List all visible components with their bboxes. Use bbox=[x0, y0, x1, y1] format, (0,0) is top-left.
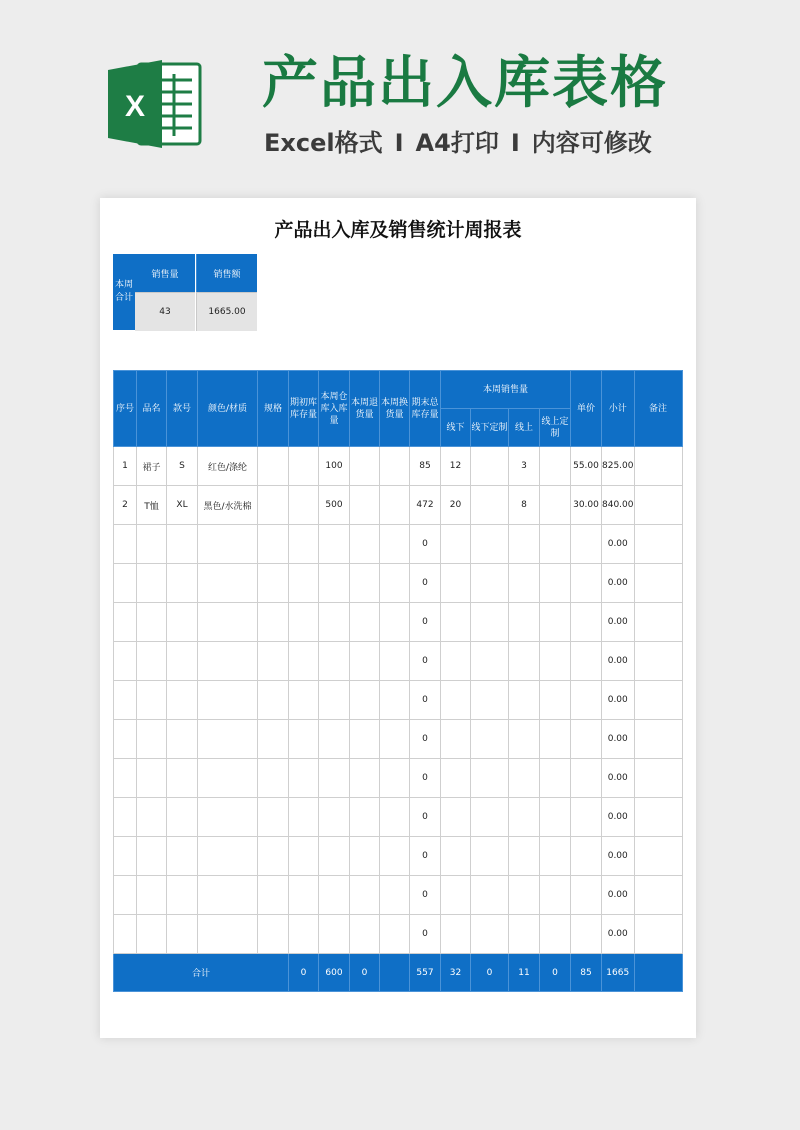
total-inbound[interactable]: 600 bbox=[319, 954, 350, 992]
cell-color[interactable] bbox=[198, 681, 258, 720]
cell-color[interactable] bbox=[198, 603, 258, 642]
cell-online-custom[interactable] bbox=[540, 447, 571, 486]
cell-name[interactable]: T恤 bbox=[137, 486, 167, 525]
total-note[interactable] bbox=[634, 954, 682, 992]
cell-note[interactable] bbox=[634, 837, 682, 876]
cell-subtotal[interactable]: 0.00 bbox=[602, 642, 635, 681]
cell-online-custom[interactable] bbox=[540, 876, 571, 915]
cell-offline[interactable] bbox=[441, 837, 471, 876]
col-header-price: 单价 bbox=[571, 371, 602, 447]
cell-name[interactable] bbox=[137, 603, 167, 642]
cell-name[interactable] bbox=[137, 525, 167, 564]
cell-offline[interactable] bbox=[441, 876, 471, 915]
col-header-note: 备注 bbox=[634, 371, 682, 447]
cell-returns[interactable] bbox=[350, 447, 380, 486]
cell-note[interactable] bbox=[634, 798, 682, 837]
subtitle-separator: I bbox=[510, 129, 520, 157]
cell-online-custom[interactable] bbox=[540, 603, 571, 642]
cell-model[interactable] bbox=[167, 564, 198, 603]
cell-spec[interactable] bbox=[258, 798, 289, 837]
cell-online[interactable] bbox=[509, 603, 540, 642]
cell-inbound[interactable] bbox=[319, 525, 350, 564]
cell-spec[interactable] bbox=[258, 447, 289, 486]
cell-closing[interactable]: 0 bbox=[410, 564, 441, 603]
cell-offline[interactable] bbox=[441, 798, 471, 837]
cell-subtotal[interactable]: 0.00 bbox=[602, 759, 635, 798]
cell-price[interactable] bbox=[571, 525, 602, 564]
total-price[interactable]: 85 bbox=[571, 954, 602, 992]
cell-color[interactable] bbox=[198, 525, 258, 564]
cell-closing[interactable]: 0 bbox=[410, 876, 441, 915]
cell-online[interactable] bbox=[509, 876, 540, 915]
cell-inbound[interactable] bbox=[319, 720, 350, 759]
table-row bbox=[114, 837, 683, 876]
total-label: 合计 bbox=[114, 954, 289, 992]
cell-model[interactable] bbox=[167, 642, 198, 681]
table-row bbox=[114, 642, 683, 681]
cell-note[interactable] bbox=[634, 720, 682, 759]
cell-subtotal[interactable]: 0.00 bbox=[602, 564, 635, 603]
cell-offline-custom[interactable] bbox=[471, 525, 509, 564]
cell-returns[interactable] bbox=[350, 486, 380, 525]
cell-returns[interactable] bbox=[350, 642, 380, 681]
cell-spec[interactable] bbox=[258, 681, 289, 720]
cell-price[interactable] bbox=[571, 915, 602, 954]
cell-seq[interactable] bbox=[114, 759, 137, 798]
cell-note[interactable] bbox=[634, 759, 682, 798]
cell-color[interactable] bbox=[198, 720, 258, 759]
cell-online-custom[interactable] bbox=[540, 681, 571, 720]
cell-opening[interactable] bbox=[289, 447, 319, 486]
cell-offline[interactable] bbox=[441, 681, 471, 720]
cell-returns[interactable] bbox=[350, 681, 380, 720]
cell-offline-custom[interactable] bbox=[471, 681, 509, 720]
col-header-offline: 线下 bbox=[441, 409, 471, 447]
cell-color[interactable] bbox=[198, 759, 258, 798]
cell-spec[interactable] bbox=[258, 759, 289, 798]
cell-offline[interactable] bbox=[441, 915, 471, 954]
cell-spec[interactable] bbox=[258, 603, 289, 642]
cell-offline-custom[interactable] bbox=[471, 642, 509, 681]
total-offline[interactable]: 32 bbox=[441, 954, 471, 992]
cell-seq[interactable] bbox=[114, 681, 137, 720]
cell-online-custom[interactable] bbox=[540, 798, 571, 837]
cell-spec[interactable] bbox=[258, 486, 289, 525]
cell-seq[interactable]: 1 bbox=[114, 447, 137, 486]
cell-offline[interactable] bbox=[441, 642, 471, 681]
cell-online[interactable]: 8 bbox=[509, 486, 540, 525]
cell-note[interactable] bbox=[634, 564, 682, 603]
col-header-sales-group: 本周销售量 bbox=[441, 371, 571, 409]
cell-returns[interactable] bbox=[350, 876, 380, 915]
table-row bbox=[114, 759, 683, 798]
cell-online-custom[interactable] bbox=[540, 525, 571, 564]
table-row bbox=[114, 876, 683, 915]
cell-model[interactable] bbox=[167, 603, 198, 642]
cell-seq[interactable] bbox=[114, 564, 137, 603]
cell-returns[interactable] bbox=[350, 759, 380, 798]
cell-opening[interactable] bbox=[289, 603, 319, 642]
cell-inbound[interactable] bbox=[319, 759, 350, 798]
cell-inbound[interactable] bbox=[319, 837, 350, 876]
cell-seq[interactable] bbox=[114, 915, 137, 954]
cell-online[interactable] bbox=[509, 642, 540, 681]
inventory-table bbox=[113, 370, 683, 992]
col-header-spec: 规格 bbox=[258, 371, 289, 447]
cell-exchange[interactable] bbox=[380, 681, 410, 720]
cell-exchange[interactable] bbox=[380, 759, 410, 798]
cell-closing[interactable]: 0 bbox=[410, 720, 441, 759]
col-header-closing: 期末总库存量 bbox=[410, 371, 441, 447]
cell-name[interactable] bbox=[137, 798, 167, 837]
cell-closing[interactable]: 0 bbox=[410, 603, 441, 642]
cell-closing[interactable]: 0 bbox=[410, 681, 441, 720]
cell-inbound[interactable] bbox=[319, 915, 350, 954]
cell-subtotal[interactable]: 0.00 bbox=[602, 798, 635, 837]
cell-model[interactable] bbox=[167, 798, 198, 837]
cell-offline-custom[interactable] bbox=[471, 798, 509, 837]
cell-model[interactable]: XL bbox=[167, 486, 198, 525]
cell-online[interactable] bbox=[509, 915, 540, 954]
cell-offline-custom[interactable] bbox=[471, 564, 509, 603]
cell-spec[interactable] bbox=[258, 915, 289, 954]
cell-price[interactable] bbox=[571, 720, 602, 759]
cell-offline[interactable] bbox=[441, 720, 471, 759]
cell-exchange[interactable] bbox=[380, 525, 410, 564]
cell-online[interactable] bbox=[509, 798, 540, 837]
cell-price[interactable] bbox=[571, 837, 602, 876]
cell-offline-custom[interactable] bbox=[471, 915, 509, 954]
cell-subtotal[interactable]: 0.00 bbox=[602, 525, 635, 564]
cell-returns[interactable] bbox=[350, 798, 380, 837]
cell-model[interactable] bbox=[167, 915, 198, 954]
cell-price[interactable]: 55.00 bbox=[571, 447, 602, 486]
cell-subtotal[interactable]: 0.00 bbox=[602, 915, 635, 954]
cell-subtotal[interactable]: 840.00 bbox=[602, 486, 635, 525]
cell-offline[interactable] bbox=[441, 603, 471, 642]
col-header-online: 线上 bbox=[509, 409, 540, 447]
cell-subtotal[interactable]: 0.00 bbox=[602, 837, 635, 876]
excel-letter: X bbox=[124, 90, 146, 123]
cell-model[interactable] bbox=[167, 720, 198, 759]
cell-offline-custom[interactable] bbox=[471, 759, 509, 798]
cell-opening[interactable] bbox=[289, 759, 319, 798]
cell-closing[interactable]: 0 bbox=[410, 525, 441, 564]
col-header-online-custom: 线上定制 bbox=[540, 409, 571, 447]
cell-note[interactable] bbox=[634, 915, 682, 954]
total-row bbox=[114, 954, 683, 992]
cell-inbound[interactable] bbox=[319, 564, 350, 603]
cell-online[interactable] bbox=[509, 759, 540, 798]
table-row bbox=[114, 915, 683, 954]
cell-color[interactable] bbox=[198, 915, 258, 954]
cell-online[interactable]: 3 bbox=[509, 447, 540, 486]
cell-closing[interactable]: 85 bbox=[410, 447, 441, 486]
total-returns[interactable]: 0 bbox=[350, 954, 380, 992]
cell-name[interactable] bbox=[137, 915, 167, 954]
table-row bbox=[114, 447, 683, 486]
cell-returns[interactable] bbox=[350, 915, 380, 954]
summary-value-sales-qty[interactable]: 43 bbox=[135, 292, 195, 331]
total-subtotal[interactable]: 1665 bbox=[602, 954, 635, 992]
cell-spec[interactable] bbox=[258, 525, 289, 564]
subtitle-format: Excel格式 bbox=[264, 129, 383, 157]
cell-color[interactable] bbox=[198, 642, 258, 681]
cell-subtotal[interactable]: 825.00 bbox=[602, 447, 635, 486]
cell-online-custom[interactable] bbox=[540, 759, 571, 798]
cell-name[interactable] bbox=[137, 642, 167, 681]
cell-model[interactable] bbox=[167, 876, 198, 915]
cell-inbound[interactable] bbox=[319, 798, 350, 837]
cell-exchange[interactable] bbox=[380, 564, 410, 603]
cell-returns[interactable] bbox=[350, 564, 380, 603]
cell-price[interactable] bbox=[571, 759, 602, 798]
cell-returns[interactable] bbox=[350, 720, 380, 759]
cell-note[interactable] bbox=[634, 876, 682, 915]
cell-opening[interactable] bbox=[289, 837, 319, 876]
total-opening[interactable]: 0 bbox=[289, 954, 319, 992]
cell-color[interactable] bbox=[198, 798, 258, 837]
subtitle-editable: 内容可修改 bbox=[531, 129, 652, 157]
cell-offline-custom[interactable] bbox=[471, 837, 509, 876]
cell-returns[interactable] bbox=[350, 525, 380, 564]
cell-inbound[interactable]: 100 bbox=[319, 447, 350, 486]
sheet-paper bbox=[100, 198, 696, 1038]
col-header-seq: 序号 bbox=[114, 371, 137, 447]
cell-opening[interactable] bbox=[289, 486, 319, 525]
total-online[interactable]: 11 bbox=[509, 954, 540, 992]
cell-note[interactable] bbox=[634, 681, 682, 720]
table-row bbox=[114, 798, 683, 837]
table-row bbox=[114, 603, 683, 642]
cell-returns[interactable] bbox=[350, 837, 380, 876]
cell-exchange[interactable] bbox=[380, 798, 410, 837]
cell-opening[interactable] bbox=[289, 876, 319, 915]
cell-online[interactable] bbox=[509, 564, 540, 603]
col-header-inbound: 本周仓库入库量 bbox=[319, 371, 350, 447]
col-header-color: 颜色/材质 bbox=[198, 371, 258, 447]
table-row bbox=[114, 720, 683, 759]
cell-exchange[interactable] bbox=[380, 876, 410, 915]
cell-seq[interactable] bbox=[114, 798, 137, 837]
cell-exchange[interactable] bbox=[380, 837, 410, 876]
cell-closing[interactable]: 0 bbox=[410, 837, 441, 876]
cell-subtotal[interactable]: 0.00 bbox=[602, 603, 635, 642]
cell-inbound[interactable] bbox=[319, 681, 350, 720]
cell-closing[interactable]: 0 bbox=[410, 759, 441, 798]
cell-seq[interactable] bbox=[114, 642, 137, 681]
cell-inbound[interactable] bbox=[319, 876, 350, 915]
cell-online[interactable] bbox=[509, 681, 540, 720]
cell-color[interactable] bbox=[198, 876, 258, 915]
cell-offline-custom[interactable] bbox=[471, 486, 509, 525]
cell-name[interactable] bbox=[137, 759, 167, 798]
cell-online-custom[interactable] bbox=[540, 564, 571, 603]
cell-opening[interactable] bbox=[289, 720, 319, 759]
subtitle-print: A4打印 bbox=[415, 129, 499, 157]
col-header-exchange: 本周换货量 bbox=[380, 371, 410, 447]
cell-seq[interactable] bbox=[114, 525, 137, 564]
cell-seq[interactable] bbox=[114, 720, 137, 759]
summary-value-sales-amount[interactable]: 1665.00 bbox=[196, 292, 257, 331]
cell-subtotal[interactable]: 0.00 bbox=[602, 681, 635, 720]
cell-exchange[interactable] bbox=[380, 915, 410, 954]
cell-exchange[interactable] bbox=[380, 642, 410, 681]
cell-name[interactable] bbox=[137, 681, 167, 720]
cell-model[interactable] bbox=[167, 525, 198, 564]
cell-name[interactable] bbox=[137, 564, 167, 603]
cell-color[interactable] bbox=[198, 837, 258, 876]
cell-seq[interactable]: 2 bbox=[114, 486, 137, 525]
cell-price[interactable] bbox=[571, 564, 602, 603]
cell-closing[interactable]: 0 bbox=[410, 915, 441, 954]
total-exchange[interactable] bbox=[380, 954, 410, 992]
cell-inbound[interactable] bbox=[319, 642, 350, 681]
cell-spec[interactable] bbox=[258, 720, 289, 759]
cell-note[interactable] bbox=[634, 642, 682, 681]
sheet-title: 产品出入库及销售统计周报表 bbox=[274, 219, 522, 241]
col-header-offline-custom: 线下定制 bbox=[471, 409, 509, 447]
cell-seq[interactable] bbox=[114, 603, 137, 642]
cell-model[interactable] bbox=[167, 837, 198, 876]
summary-header-sales-amount: 销售额 bbox=[196, 254, 257, 292]
table-row bbox=[114, 564, 683, 603]
table-row bbox=[114, 525, 683, 564]
cell-offline[interactable] bbox=[441, 759, 471, 798]
cell-subtotal[interactable]: 0.00 bbox=[602, 720, 635, 759]
cell-note[interactable] bbox=[634, 603, 682, 642]
cell-model[interactable] bbox=[167, 681, 198, 720]
table-header-row bbox=[114, 371, 683, 409]
excel-icon bbox=[104, 54, 204, 154]
cell-price[interactable] bbox=[571, 681, 602, 720]
cell-offline-custom[interactable] bbox=[471, 720, 509, 759]
page-title: 产品出入库表格 bbox=[262, 51, 668, 116]
col-header-subtotal: 小计 bbox=[602, 371, 635, 447]
cell-exchange[interactable] bbox=[380, 447, 410, 486]
total-offline-custom[interactable]: 0 bbox=[471, 954, 509, 992]
table-row bbox=[114, 486, 683, 525]
cell-price[interactable]: 30.00 bbox=[571, 486, 602, 525]
table-row bbox=[114, 681, 683, 720]
cell-inbound[interactable] bbox=[319, 603, 350, 642]
cell-online-custom[interactable] bbox=[540, 720, 571, 759]
cell-online-custom[interactable] bbox=[540, 915, 571, 954]
cell-offline-custom[interactable] bbox=[471, 603, 509, 642]
cell-online[interactable] bbox=[509, 525, 540, 564]
cell-color[interactable] bbox=[198, 564, 258, 603]
cell-online[interactable] bbox=[509, 837, 540, 876]
cell-subtotal[interactable]: 0.00 bbox=[602, 876, 635, 915]
cell-spec[interactable] bbox=[258, 642, 289, 681]
cell-offline-custom[interactable] bbox=[471, 876, 509, 915]
cell-closing[interactable]: 0 bbox=[410, 642, 441, 681]
cell-offline[interactable]: 20 bbox=[441, 486, 471, 525]
page-subtitle bbox=[264, 126, 684, 160]
col-header-opening: 期初库库存量 bbox=[289, 371, 319, 447]
cell-name[interactable] bbox=[137, 720, 167, 759]
cell-model[interactable] bbox=[167, 759, 198, 798]
cell-returns[interactable] bbox=[350, 603, 380, 642]
cell-opening[interactable] bbox=[289, 642, 319, 681]
cell-opening[interactable] bbox=[289, 915, 319, 954]
cell-offline-custom[interactable] bbox=[471, 447, 509, 486]
cell-exchange[interactable] bbox=[380, 603, 410, 642]
cell-color[interactable]: 红色/涤纶 bbox=[198, 447, 258, 486]
cell-note[interactable] bbox=[634, 525, 682, 564]
cell-spec[interactable] bbox=[258, 876, 289, 915]
cell-name[interactable]: 裙子 bbox=[137, 447, 167, 486]
summary-header-sales-qty: 销售量 bbox=[135, 254, 195, 292]
cell-opening[interactable] bbox=[289, 525, 319, 564]
total-online-custom[interactable]: 0 bbox=[540, 954, 571, 992]
cell-price[interactable] bbox=[571, 642, 602, 681]
summary-side-label: 本周合计 bbox=[113, 254, 135, 330]
cell-note[interactable] bbox=[634, 486, 682, 525]
col-header-name: 品名 bbox=[137, 371, 167, 447]
cell-online-custom[interactable] bbox=[540, 642, 571, 681]
cell-opening[interactable] bbox=[289, 564, 319, 603]
cell-closing[interactable]: 0 bbox=[410, 798, 441, 837]
cell-seq[interactable] bbox=[114, 876, 137, 915]
cell-exchange[interactable] bbox=[380, 486, 410, 525]
cell-spec[interactable] bbox=[258, 837, 289, 876]
cell-price[interactable] bbox=[571, 876, 602, 915]
col-header-model: 款号 bbox=[167, 371, 198, 447]
cell-note[interactable] bbox=[634, 447, 682, 486]
cell-name[interactable] bbox=[137, 876, 167, 915]
cell-closing[interactable]: 472 bbox=[410, 486, 441, 525]
cell-opening[interactable] bbox=[289, 681, 319, 720]
cell-model[interactable]: S bbox=[167, 447, 198, 486]
subtitle-separator: I bbox=[394, 129, 404, 157]
cell-seq[interactable] bbox=[114, 837, 137, 876]
cell-price[interactable] bbox=[571, 603, 602, 642]
cell-color[interactable]: 黑色/水洗棉 bbox=[198, 486, 258, 525]
cell-spec[interactable] bbox=[258, 564, 289, 603]
cell-price[interactable] bbox=[571, 798, 602, 837]
total-closing[interactable]: 557 bbox=[410, 954, 441, 992]
cell-offline[interactable] bbox=[441, 564, 471, 603]
cell-online-custom[interactable] bbox=[540, 837, 571, 876]
cell-inbound[interactable]: 500 bbox=[319, 486, 350, 525]
col-header-returns: 本周退货量 bbox=[350, 371, 380, 447]
cell-offline[interactable]: 12 bbox=[441, 447, 471, 486]
cell-online-custom[interactable] bbox=[540, 486, 571, 525]
cell-offline[interactable] bbox=[441, 525, 471, 564]
cell-opening[interactable] bbox=[289, 798, 319, 837]
cell-exchange[interactable] bbox=[380, 720, 410, 759]
cell-online[interactable] bbox=[509, 720, 540, 759]
cell-name[interactable] bbox=[137, 837, 167, 876]
